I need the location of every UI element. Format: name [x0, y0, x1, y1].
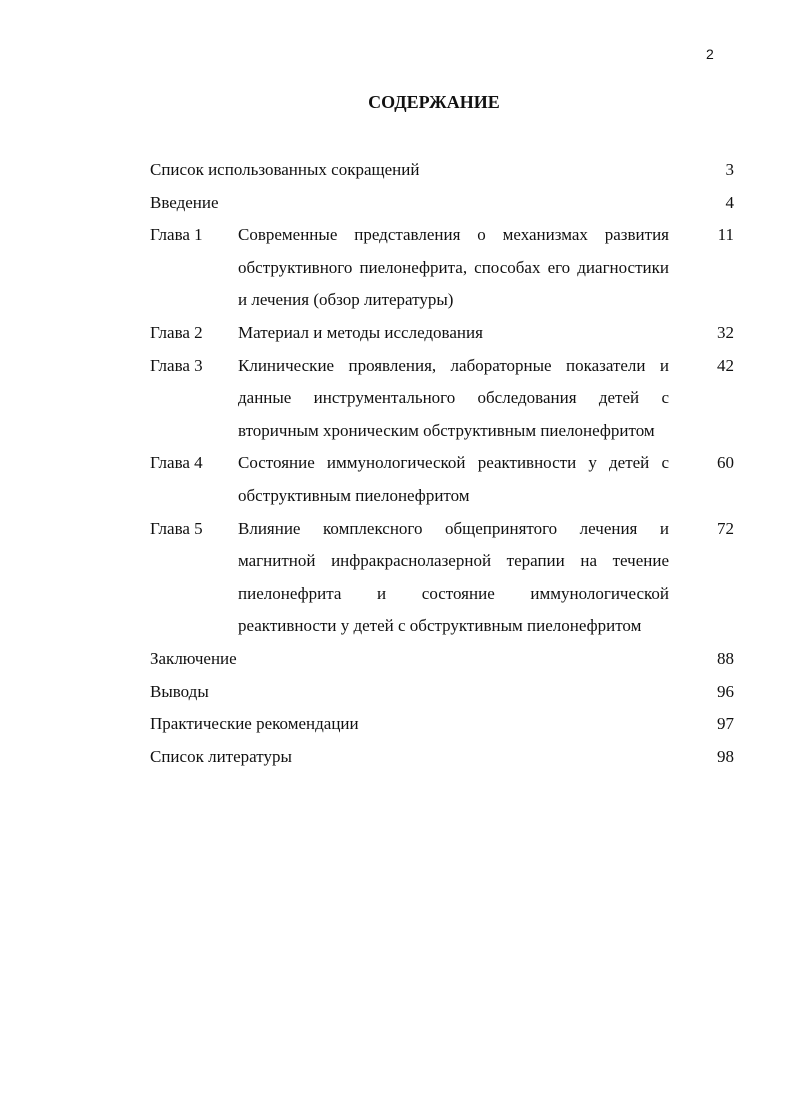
chapter-page: 42	[717, 355, 734, 375]
toc-entry-conclusion[interactable]	[150, 643, 734, 676]
toc-chapter-5[interactable]	[150, 513, 734, 643]
chapter-label: Глава 5	[150, 518, 203, 538]
chapter-label: Глава 2	[150, 322, 203, 342]
toc-entry-page: 98	[717, 746, 734, 766]
chapter-page: 11	[717, 225, 734, 245]
chapter-title: Современные представления о механизмах развития обструктивного пиелонефрита, способах его диагностики и лечения (обзор литературы)	[238, 225, 669, 310]
toc-entry-findings[interactable]	[150, 676, 734, 709]
toc-entry-title: Список литературы	[150, 746, 292, 766]
toc-entry-title: Заключение	[150, 648, 237, 668]
page-number: 2	[706, 46, 714, 62]
toc-chapter-3[interactable]	[150, 350, 734, 448]
toc-entry-title: Введение	[150, 192, 219, 212]
toc-entry-title: Практические рекомендации	[150, 714, 359, 734]
toc-entry-title: Список использованных сокращений	[150, 160, 420, 179]
toc-chapter-2[interactable]	[150, 317, 734, 350]
toc-entry-page: 3	[725, 160, 734, 179]
chapter-page: 72	[717, 518, 734, 538]
table-of-contents	[150, 154, 734, 773]
toc-chapter-4[interactable]	[150, 447, 734, 512]
toc-entry-page: 96	[717, 681, 734, 701]
toc-entry-page: 97	[717, 714, 734, 734]
chapter-title: Состояние иммунологической реактивности у детей с обструктивным пиелонефритом	[238, 453, 669, 505]
toc-entry-title: Выводы	[150, 681, 209, 701]
toc-entry-references[interactable]	[150, 741, 734, 774]
toc-entry-abbreviations[interactable]	[150, 154, 734, 187]
toc-entry-page: 4	[725, 192, 734, 212]
toc-entry-introduction[interactable]	[150, 187, 734, 220]
toc-entry-page: 88	[717, 648, 734, 668]
chapter-title: Влияние комплексного общепринятого лечения и магнитной инфракраснолазерной терапии на течение пиелонефрита и состояние иммунологической реактивности у детей с обструктивным пиелонефритом	[238, 518, 669, 636]
chapter-title: Материал и методы исследования	[238, 322, 483, 342]
chapter-page: 60	[717, 453, 734, 473]
page-title: СОДЕРЖАНИЕ	[368, 92, 500, 112]
toc-chapter-1[interactable]	[150, 219, 734, 317]
chapter-title: Клинические проявления, лабораторные показатели и данные инструментального обследования детей с вторичным хроническим обструктивным пиелонефритом	[238, 355, 669, 440]
chapter-label: Глава 3	[150, 355, 203, 375]
chapter-label: Глава 4	[150, 453, 203, 473]
toc-entry-recommendations[interactable]	[150, 708, 734, 741]
chapter-page: 32	[717, 322, 734, 342]
chapter-label: Глава 1	[150, 225, 203, 245]
